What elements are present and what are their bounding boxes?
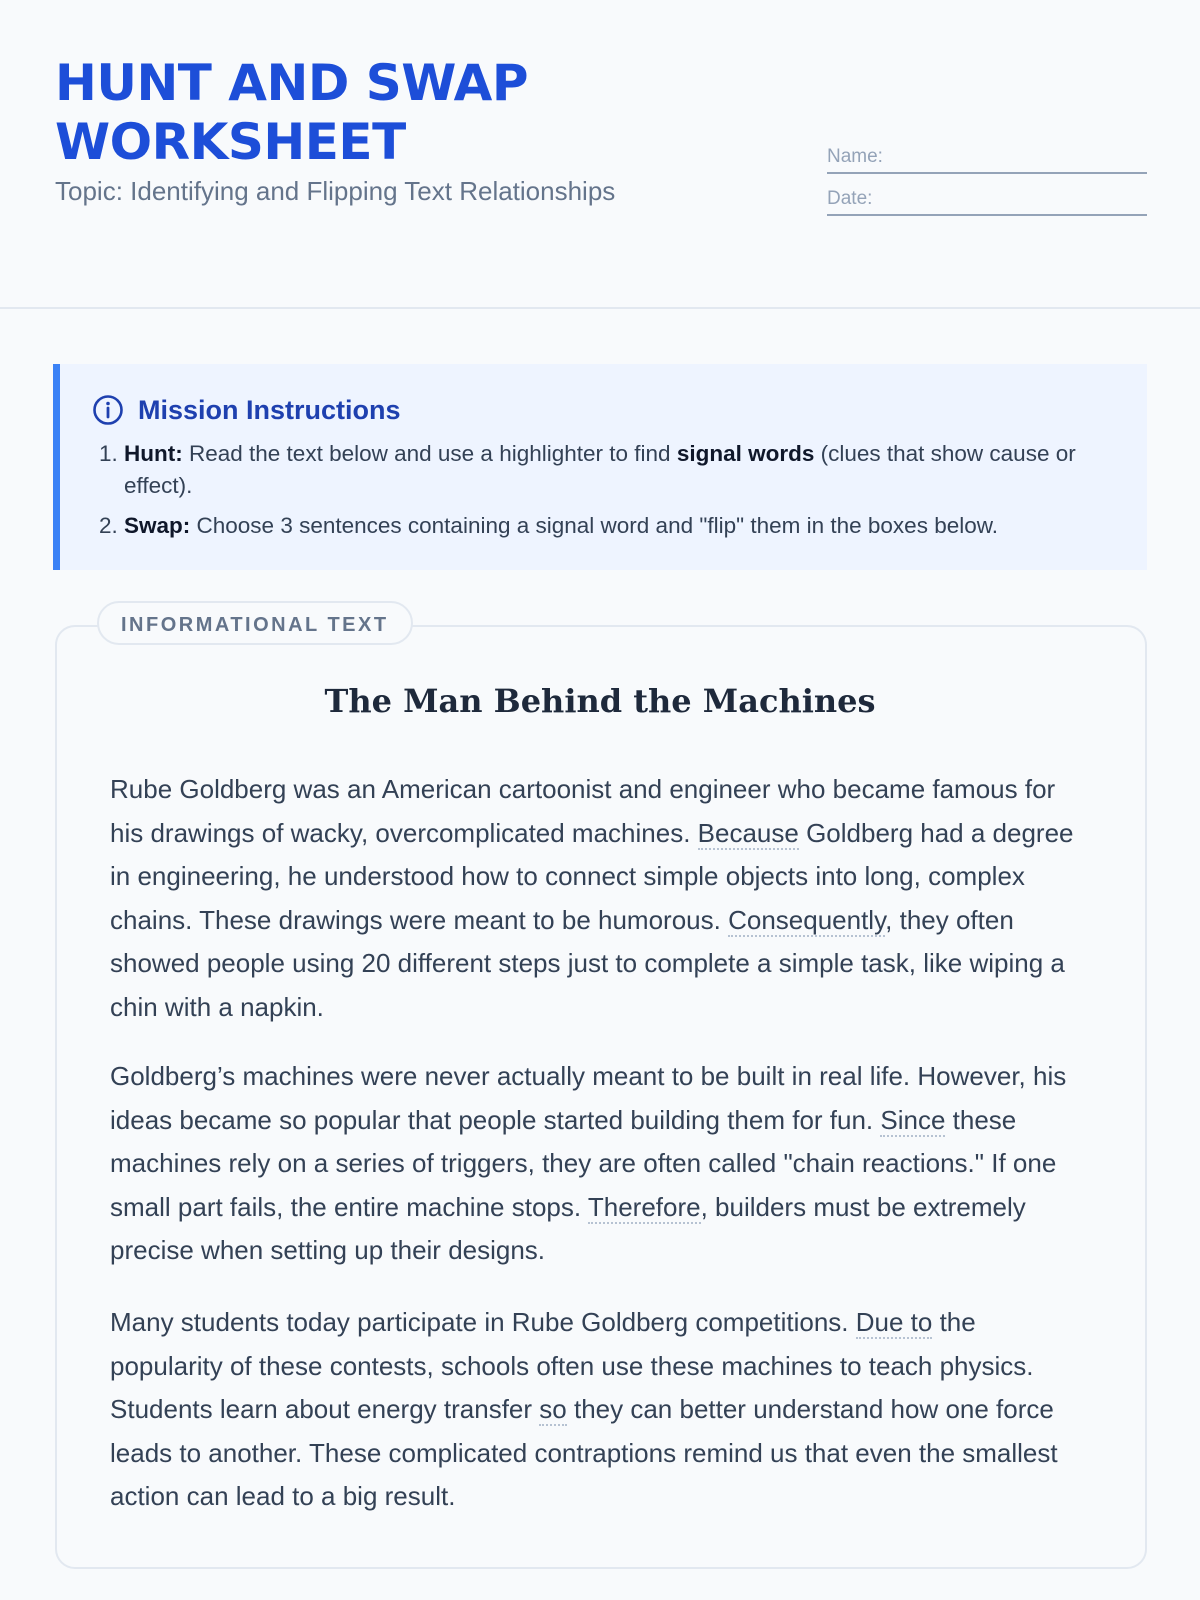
signal-word: Because — [697, 817, 799, 848]
step-label: Swap: — [124, 513, 191, 538]
instructions-list — [98, 438, 1124, 550]
passage-paragraph — [110, 1055, 1090, 1273]
passage-text: Many students today participate in Rube Goldberg competitions. — [110, 1307, 856, 1337]
name-field[interactable] — [827, 142, 1147, 174]
signal-word: Since — [880, 1104, 946, 1135]
info-icon — [92, 394, 124, 426]
step-text: Read the text below and use a highlighter to find — [182, 441, 677, 466]
worksheet-subtitle: Topic: Identifying and Flipping Text Relationships — [55, 176, 616, 206]
instruction-step-swap — [124, 510, 1124, 542]
mission-instructions-box — [53, 364, 1147, 570]
step-text: (clues that show cause or effect). — [124, 441, 1076, 498]
step-emphasis: signal words — [676, 441, 815, 466]
signal-word: Therefore — [587, 1191, 701, 1222]
name-label: Name: — [827, 146, 883, 167]
date-label: Date: — [827, 188, 873, 209]
step-label: Hunt: — [124, 441, 183, 466]
passage-text: the popularity of these contests, schools often use these machines to teach physics. Students learn about energy transfer — [110, 1307, 1034, 1424]
instructions-heading — [92, 394, 401, 426]
signal-word: Consequently — [728, 904, 886, 935]
passage-text: these machines rely on a series of triggers, they are often called "chain reactions." If one small part fails, the entire machine stops. — [110, 1104, 1057, 1222]
passage-title: The Man Behind the Machines — [324, 682, 876, 720]
step-text: Choose 3 sentences containing a signal word and "flip" them in the boxes below. — [190, 513, 998, 538]
signal-word: so — [539, 1394, 567, 1424]
passage-text: Rube Goldberg was an American cartoonist and engineer who became famous for his drawings of wacky, overcomplicated machines. — [110, 774, 1056, 848]
passage-paragraph — [110, 768, 1090, 1029]
text-type-tag: INFORMATIONAL TEXT — [97, 601, 413, 645]
passage-text: Goldberg had a degree in engineering, he understood how to connect simple objects into long, complex chains. These drawings were meant to be humorous. — [110, 817, 1074, 935]
worksheet-title: HUNT AND SWAP WORKSHEET — [55, 54, 529, 171]
passage-text: , builders must be extremely precise when setting up their designs. — [110, 1191, 1026, 1265]
instructions-title: Mission Instructions — [138, 394, 401, 425]
instruction-step-hunt — [124, 438, 1124, 502]
signal-word: Due to — [855, 1307, 933, 1337]
passage-text: , they often showed people using 20 different steps just to complete a simple task, like wiping a chin with a napkin. — [110, 904, 1065, 1022]
passage-text: Goldberg’s machines were never actually meant to be built in real life. However, his ideas became so popular that people started building them for fun. — [110, 1061, 1067, 1135]
passage-text: they can better understand how one force leads to another. These complicated contraptions remind us that even the smallest action can lead to a big result. — [110, 1394, 1058, 1511]
date-field[interactable] — [827, 184, 1147, 216]
worksheet-header — [0, 0, 1200, 309]
passage-paragraph — [110, 1301, 1090, 1519]
